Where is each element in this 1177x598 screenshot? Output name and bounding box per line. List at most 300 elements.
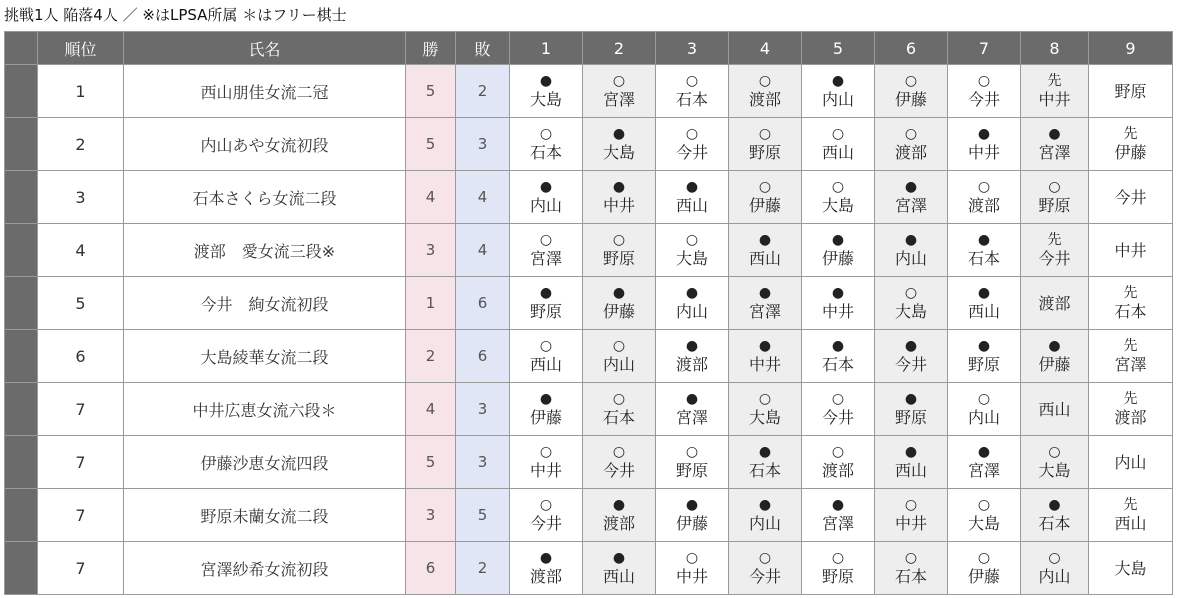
table-row (5, 436, 1173, 489)
round-5-result (802, 277, 875, 330)
round-9-result (1089, 277, 1173, 330)
opponent-name: 中井 (894, 514, 927, 533)
result-content (802, 73, 874, 109)
result-mark: ● (904, 338, 918, 354)
opponent-name: 西山 (602, 567, 635, 586)
result-content (656, 497, 728, 533)
opponent-name: 大島 (602, 143, 635, 162)
table-caption: 挑戦1人 陥落4人 ／ ※はLPSA所属 ＊はフリー棋士 (4, 6, 347, 24)
result-content (948, 126, 1020, 162)
result-content (948, 179, 1020, 215)
result-content (948, 285, 1020, 321)
round-3-result (656, 65, 729, 118)
opponent-name: 内山 (675, 302, 708, 321)
opponent-name: 中井 (602, 196, 635, 215)
round-7-result (948, 118, 1021, 171)
result-mark: ○ (758, 73, 772, 89)
rank-cell: 7 (38, 489, 124, 542)
result-mark: ○ (685, 444, 699, 460)
result-mark: ● (977, 126, 991, 142)
losses-cell: 6 (456, 330, 510, 383)
round-9-result (1089, 171, 1173, 224)
result-content (656, 550, 728, 586)
result-content (875, 232, 947, 268)
opponent-name: 渡部 (821, 461, 854, 480)
header-name: 氏名 (124, 32, 406, 65)
result-content (583, 444, 655, 480)
opponent-name: 石本 (748, 461, 781, 480)
round-1-result (510, 436, 583, 489)
table-row (5, 65, 1173, 118)
round-9-result (1089, 489, 1173, 542)
round-9-result (1089, 542, 1173, 595)
opponent-name: 野原 (1114, 81, 1147, 101)
opponent-name: 野原 (675, 461, 708, 480)
round-9-result (1089, 383, 1173, 436)
round-2-result (583, 330, 656, 383)
result-mark: ○ (1048, 444, 1061, 460)
result-mark: ● (539, 285, 553, 301)
round-6-result (875, 118, 948, 171)
result-mark: ○ (539, 232, 553, 248)
round-6-result (875, 330, 948, 383)
result-mark: ● (612, 179, 626, 195)
opponent-name: 中井 (821, 302, 854, 321)
round-8-result (1021, 65, 1089, 118)
result-content (729, 73, 801, 109)
opponent-name: 西山 (1114, 514, 1147, 533)
result-content (510, 444, 582, 480)
wins-cell: 5 (406, 436, 456, 489)
row-marker (5, 65, 38, 118)
result-mark: ○ (758, 550, 772, 566)
player-name: 野原未蘭女流二段 (124, 489, 406, 542)
result-content (875, 497, 947, 533)
result-content (510, 550, 582, 586)
rank-cell: 3 (38, 171, 124, 224)
result-mark: ● (758, 285, 772, 301)
opponent-name: 大島 (1114, 558, 1147, 578)
opponent-name: 中井 (1114, 240, 1147, 260)
result-mark: 先 (1123, 497, 1138, 513)
result-content (656, 126, 728, 162)
round-7-result (948, 65, 1021, 118)
row-marker (5, 383, 38, 436)
result-content (948, 550, 1020, 586)
row-marker (5, 542, 38, 595)
result-mark: ● (1048, 338, 1061, 354)
result-content (1021, 444, 1088, 480)
result-content (583, 179, 655, 215)
round-5-result (802, 436, 875, 489)
round-8-result (1021, 171, 1089, 224)
table-row (5, 383, 1173, 436)
round-3-result (656, 224, 729, 277)
round-1-result (510, 277, 583, 330)
round-1-result (510, 171, 583, 224)
result-content (1021, 400, 1088, 419)
result-mark: ● (977, 338, 991, 354)
result-content (875, 285, 947, 321)
rank-cell: 7 (38, 436, 124, 489)
opponent-name: 渡部 (529, 567, 562, 586)
opponent-name: 今井 (967, 90, 1000, 109)
result-content (729, 550, 801, 586)
round-5-result (802, 118, 875, 171)
result-mark: ● (977, 444, 991, 460)
round-2-result (583, 224, 656, 277)
result-content (583, 338, 655, 374)
result-mark: ○ (758, 126, 772, 142)
round-7-result (948, 171, 1021, 224)
result-mark: ○ (1048, 179, 1061, 195)
table-row (5, 171, 1173, 224)
result-mark: ○ (758, 179, 772, 195)
result-mark: ○ (612, 338, 626, 354)
result-content (1021, 338, 1088, 374)
result-content (583, 285, 655, 321)
result-mark: ○ (904, 285, 918, 301)
result-content (948, 73, 1020, 109)
result-content (510, 285, 582, 321)
round-5-result (802, 171, 875, 224)
result-mark: ○ (539, 126, 553, 142)
wins-cell: 6 (406, 542, 456, 595)
result-mark: ○ (904, 550, 918, 566)
result-content (1021, 126, 1088, 162)
round-3-result (656, 118, 729, 171)
league-standings-table (4, 31, 1173, 595)
result-mark: ○ (1048, 550, 1061, 566)
opponent-name: 伊藤 (675, 514, 708, 533)
opponent-name: 伊藤 (529, 408, 562, 427)
opponent-name: 大島 (675, 249, 708, 268)
round-6-result (875, 383, 948, 436)
opponent-name: 野原 (821, 567, 854, 586)
result-mark: ● (685, 338, 699, 354)
result-content (656, 73, 728, 109)
opponent-name: 今井 (675, 143, 708, 162)
result-mark: 先 (1123, 338, 1138, 354)
player-name: 伊藤沙恵女流四段 (124, 436, 406, 489)
header-row (5, 32, 1173, 65)
result-mark: ○ (539, 338, 553, 354)
header-losses: 敗 (456, 32, 510, 65)
result-content (802, 391, 874, 427)
opponent-name: 石本 (529, 143, 562, 162)
round-9-result (1089, 330, 1173, 383)
round-1-result (510, 383, 583, 436)
round-8-result (1021, 224, 1089, 277)
result-mark: ○ (685, 232, 699, 248)
result-mark: ● (831, 232, 845, 248)
result-content (510, 126, 582, 162)
result-content (583, 126, 655, 162)
wins-cell: 2 (406, 330, 456, 383)
rank-cell: 2 (38, 118, 124, 171)
losses-cell: 3 (456, 436, 510, 489)
player-name: 中井広恵女流六段＊ (124, 383, 406, 436)
opponent-name: 野原 (1038, 196, 1071, 215)
round-3-result (656, 436, 729, 489)
opponent-name: 宮澤 (602, 90, 635, 109)
result-mark: ○ (831, 550, 845, 566)
result-content (1089, 82, 1172, 101)
result-mark: ● (1048, 126, 1061, 142)
header-round-4: 4 (729, 32, 802, 65)
opponent-name: 伊藤 (1114, 143, 1147, 162)
opponent-name: 石本 (1038, 514, 1071, 533)
row-marker (5, 118, 38, 171)
round-8-result (1021, 436, 1089, 489)
result-mark: ○ (685, 126, 699, 142)
opponent-name: 西山 (821, 143, 854, 162)
round-7-result (948, 277, 1021, 330)
round-9-result (1089, 224, 1173, 277)
result-content (729, 285, 801, 321)
opponent-name: 伊藤 (894, 90, 927, 109)
result-mark: ● (539, 391, 553, 407)
opponent-name: 渡部 (602, 514, 635, 533)
player-name: 内山あや女流初段 (124, 118, 406, 171)
opponent-name: 内山 (748, 514, 781, 533)
result-mark: ● (612, 550, 626, 566)
opponent-name: 中井 (748, 355, 781, 374)
result-content (729, 232, 801, 268)
round-1-result (510, 542, 583, 595)
result-mark: 先 (1047, 232, 1062, 248)
opponent-name: 大島 (967, 514, 1000, 533)
result-mark: ● (831, 338, 845, 354)
opponent-name: 大島 (821, 196, 854, 215)
round-1-result (510, 489, 583, 542)
losses-cell: 6 (456, 277, 510, 330)
player-name: 大島綾華女流二段 (124, 330, 406, 383)
result-content (583, 232, 655, 268)
result-mark: ○ (904, 126, 918, 142)
result-content (510, 338, 582, 374)
result-mark: 先 (1123, 391, 1138, 407)
round-5-result (802, 489, 875, 542)
round-4-result (729, 224, 802, 277)
opponent-name: 伊藤 (602, 302, 635, 321)
wins-cell: 5 (406, 65, 456, 118)
table-row (5, 277, 1173, 330)
result-mark: ● (904, 232, 918, 248)
result-mark: ○ (977, 391, 991, 407)
row-marker (5, 330, 38, 383)
round-3-result (656, 330, 729, 383)
opponent-name: 大島 (529, 90, 562, 109)
opponent-name: 今井 (821, 408, 854, 427)
round-3-result (656, 277, 729, 330)
result-mark: ● (758, 497, 772, 513)
round-2-result (583, 542, 656, 595)
result-mark: ○ (612, 391, 626, 407)
opponent-name: 宮澤 (894, 196, 927, 215)
result-content (1089, 338, 1172, 374)
losses-cell: 2 (456, 65, 510, 118)
result-content (1089, 126, 1172, 162)
round-7-result (948, 224, 1021, 277)
result-mark: ● (612, 497, 626, 513)
opponent-name: 野原 (602, 249, 635, 268)
round-6-result (875, 65, 948, 118)
header-round-9: 9 (1089, 32, 1173, 65)
round-8-result (1021, 542, 1089, 595)
opponent-name: 渡部 (967, 196, 1000, 215)
wins-cell: 5 (406, 118, 456, 171)
opponent-name: 野原 (894, 408, 927, 427)
round-6-result (875, 277, 948, 330)
result-content (1089, 559, 1172, 578)
result-content (875, 444, 947, 480)
round-5-result (802, 330, 875, 383)
round-9-result (1089, 118, 1173, 171)
opponent-name: 宮澤 (675, 408, 708, 427)
round-6-result (875, 489, 948, 542)
round-5-result (802, 542, 875, 595)
opponent-name: 石本 (1114, 302, 1147, 321)
rank-cell: 4 (38, 224, 124, 277)
round-1-result (510, 224, 583, 277)
opponent-name: 渡部 (1038, 293, 1071, 313)
result-mark: 先 (1123, 126, 1138, 142)
round-4-result (729, 65, 802, 118)
opponent-name: 宮澤 (1038, 143, 1071, 162)
round-4-result (729, 542, 802, 595)
round-4-result (729, 118, 802, 171)
result-content (656, 285, 728, 321)
result-content (1021, 179, 1088, 215)
opponent-name: 石本 (821, 355, 854, 374)
opponent-name: 今井 (894, 355, 927, 374)
result-content (802, 550, 874, 586)
result-mark: ● (758, 232, 772, 248)
losses-cell: 2 (456, 542, 510, 595)
opponent-name: 西山 (748, 249, 781, 268)
result-content (510, 232, 582, 268)
player-name: 西山朋佳女流二冠 (124, 65, 406, 118)
player-name: 石本さくら女流二段 (124, 171, 406, 224)
result-content (1089, 285, 1172, 321)
result-content (1089, 391, 1172, 427)
round-6-result (875, 224, 948, 277)
opponent-name: 内山 (602, 355, 635, 374)
round-2-result (583, 171, 656, 224)
opponent-name: 西山 (894, 461, 927, 480)
header-round-3: 3 (656, 32, 729, 65)
result-mark: 先 (1047, 73, 1062, 89)
opponent-name: 西山 (967, 302, 1000, 321)
result-mark: ○ (977, 497, 991, 513)
result-mark: ○ (685, 73, 699, 89)
result-content (1021, 232, 1088, 268)
opponent-name: 伊藤 (748, 196, 781, 215)
result-content (510, 497, 582, 533)
round-1-result (510, 330, 583, 383)
round-8-result (1021, 118, 1089, 171)
result-content (802, 444, 874, 480)
result-content (875, 391, 947, 427)
opponent-name: 中井 (675, 567, 708, 586)
result-content (729, 338, 801, 374)
opponent-name: 渡部 (748, 90, 781, 109)
result-content (802, 285, 874, 321)
wins-cell: 3 (406, 489, 456, 542)
opponent-name: 野原 (748, 143, 781, 162)
result-mark: ● (539, 73, 553, 89)
result-content (656, 179, 728, 215)
wins-cell: 4 (406, 171, 456, 224)
result-content (729, 179, 801, 215)
row-marker (5, 436, 38, 489)
round-8-result (1021, 330, 1089, 383)
opponent-name: 西山 (529, 355, 562, 374)
result-content (510, 179, 582, 215)
result-mark: ○ (831, 126, 845, 142)
result-content (948, 232, 1020, 268)
opponent-name: 大島 (748, 408, 781, 427)
result-content (948, 391, 1020, 427)
result-mark: ○ (904, 73, 918, 89)
result-content (656, 444, 728, 480)
round-2-result (583, 383, 656, 436)
result-content (729, 126, 801, 162)
round-9-result (1089, 436, 1173, 489)
result-content (729, 497, 801, 533)
result-mark: ○ (539, 444, 553, 460)
round-1-result (510, 65, 583, 118)
result-mark: ● (685, 391, 699, 407)
round-2-result (583, 118, 656, 171)
player-name: 宮澤紗希女流初段 (124, 542, 406, 595)
result-mark: ○ (904, 497, 918, 513)
result-content (948, 497, 1020, 533)
opponent-name: 内山 (1038, 567, 1071, 586)
opponent-name: 西山 (1038, 399, 1071, 419)
result-content (802, 126, 874, 162)
result-mark: ● (904, 179, 918, 195)
result-content (656, 338, 728, 374)
result-mark: ○ (612, 73, 626, 89)
result-content (875, 550, 947, 586)
opponent-name: 伊藤 (1038, 355, 1071, 374)
result-content (1021, 550, 1088, 586)
round-2-result (583, 277, 656, 330)
losses-cell: 3 (456, 118, 510, 171)
result-content (802, 497, 874, 533)
result-mark: 先 (1123, 285, 1138, 301)
opponent-name: 石本 (675, 90, 708, 109)
result-mark: ● (831, 73, 845, 89)
losses-cell: 4 (456, 224, 510, 277)
opponent-name: 宮澤 (529, 249, 562, 268)
opponent-name: 今井 (748, 567, 781, 586)
opponent-name: 渡部 (675, 355, 708, 374)
result-mark: ● (977, 232, 991, 248)
opponent-name: 大島 (894, 302, 927, 321)
result-mark: ● (831, 497, 845, 513)
header-round-1: 1 (510, 32, 583, 65)
round-7-result (948, 542, 1021, 595)
opponent-name: 内山 (1114, 452, 1147, 472)
result-content (1021, 294, 1088, 313)
opponent-name: 中井 (529, 461, 562, 480)
result-mark: ● (612, 126, 626, 142)
round-9-result (1089, 65, 1173, 118)
opponent-name: 今井 (602, 461, 635, 480)
